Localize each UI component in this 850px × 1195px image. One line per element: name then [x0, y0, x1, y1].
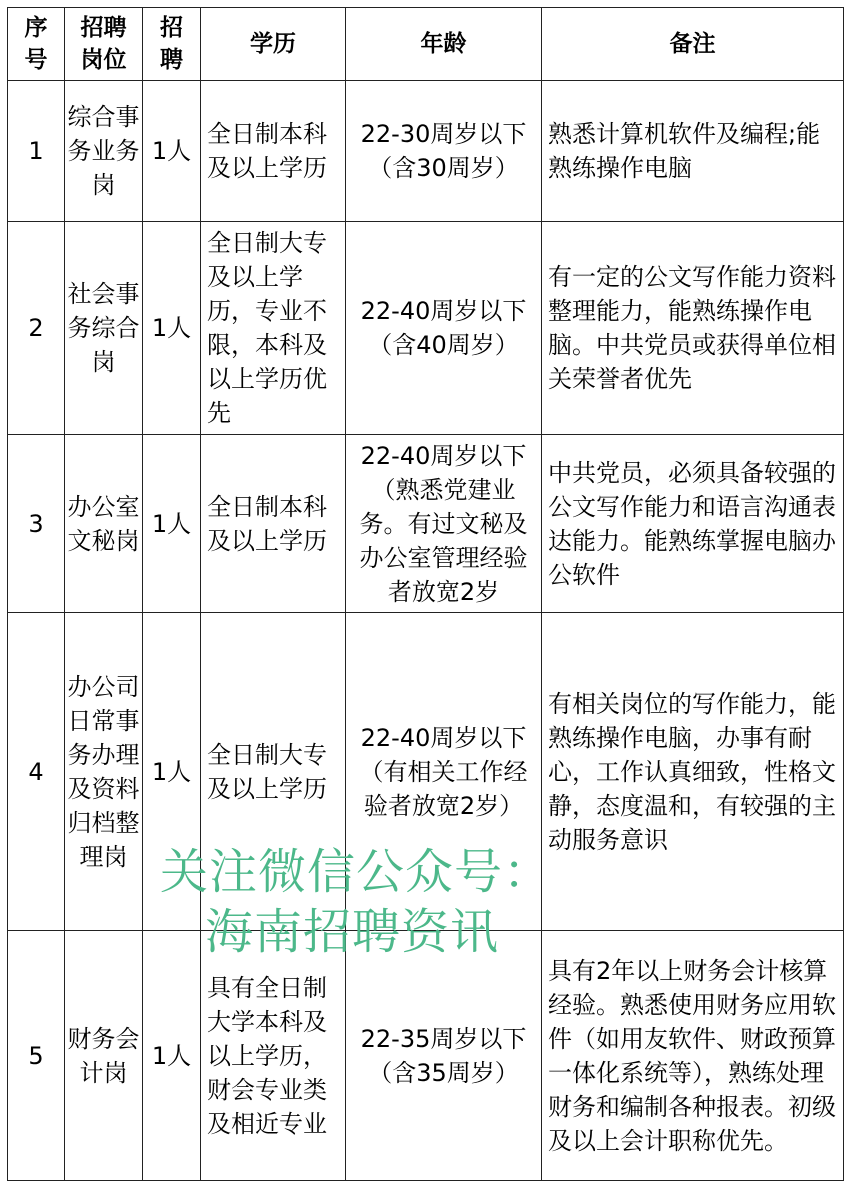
post-cell: 办公室文秘岗 [65, 435, 143, 613]
post-cell: 社会事务综合岗 [65, 222, 143, 435]
post-cell: 财务会计岗 [65, 931, 143, 1181]
table-row [8, 613, 844, 931]
seq-cell: 1 [8, 81, 65, 222]
count-cell: 1人 [143, 81, 201, 222]
age-cell: 22-40周岁以下（有相关工作经验者放宽2岁） [346, 613, 542, 931]
recruitment-table [7, 7, 844, 1181]
seq-cell: 4 [8, 613, 65, 931]
post-cell: 办公司日常事务办理及资料归档整理岗 [65, 613, 143, 931]
table-row [8, 81, 844, 222]
seq-cell: 2 [8, 222, 65, 435]
age-cell: 22-40周岁以下（含40周岁） [346, 222, 542, 435]
education-cell: 全日制大专及以上学历，专业不限，本科及以上学历优先 [201, 222, 346, 435]
header-age: 年龄 [346, 8, 542, 81]
remarks-cell: 中共党员，必须具备较强的公文写作能力和语言沟通表达能力。能熟练掌握电脑办公软件 [542, 435, 844, 613]
count-cell: 1人 [143, 931, 201, 1181]
count-cell: 1人 [143, 435, 201, 613]
seq-cell: 3 [8, 435, 65, 613]
age-cell: 22-35周岁以下（含35周岁） [346, 931, 542, 1181]
seq-cell: 5 [8, 931, 65, 1181]
remarks-cell: 具有2年以上财务会计核算经验。熟悉使用财务应用软件（如用友软件、财政预算一体化系统等），熟练处理财务和编制各种报表。初级及以上会计职称优先。 [542, 931, 844, 1181]
age-cell: 22-30周岁以下（含30周岁） [346, 81, 542, 222]
remarks-cell: 有一定的公文写作能力资料整理能力，能熟练操作电脑。中共党员或获得单位相关荣誉者优先 [542, 222, 844, 435]
education-cell: 具有全日制大学本科及以上学历，财会专业类及相近专业 [201, 931, 346, 1181]
education-cell: 全日制大专及以上学历 [201, 613, 346, 931]
education-cell: 全日制本科及以上学历 [201, 81, 346, 222]
table-row [8, 435, 844, 613]
remarks-cell: 熟悉计算机软件及编程;能熟练操作电脑 [542, 81, 844, 222]
age-cell: 22-40周岁以下（熟悉党建业务。有过文秘及办公室管理经验者放宽2岁 [346, 435, 542, 613]
remarks-cell: 有相关岗位的写作能力，能熟练操作电脑，办事有耐心，工作认真细致，性格文静，态度温和，有较强的主动服务意识 [542, 613, 844, 931]
watermark-line-2: 海南招聘资讯 [205, 904, 500, 960]
header-count: 招聘 [143, 8, 201, 81]
header-row [8, 8, 844, 81]
header-seq: 序号 [8, 8, 65, 81]
header-remarks: 备注 [542, 8, 844, 81]
table-row [8, 931, 844, 1181]
count-cell: 1人 [143, 613, 201, 931]
count-cell: 1人 [143, 222, 201, 435]
watermark-line-1: 关注微信公众号： [160, 844, 553, 900]
table-row [8, 222, 844, 435]
post-cell: 综合事务业务岗 [65, 81, 143, 222]
education-cell: 全日制本科及以上学历 [201, 435, 346, 613]
header-post: 招聘岗位 [65, 8, 143, 81]
header-education: 学历 [201, 8, 346, 81]
